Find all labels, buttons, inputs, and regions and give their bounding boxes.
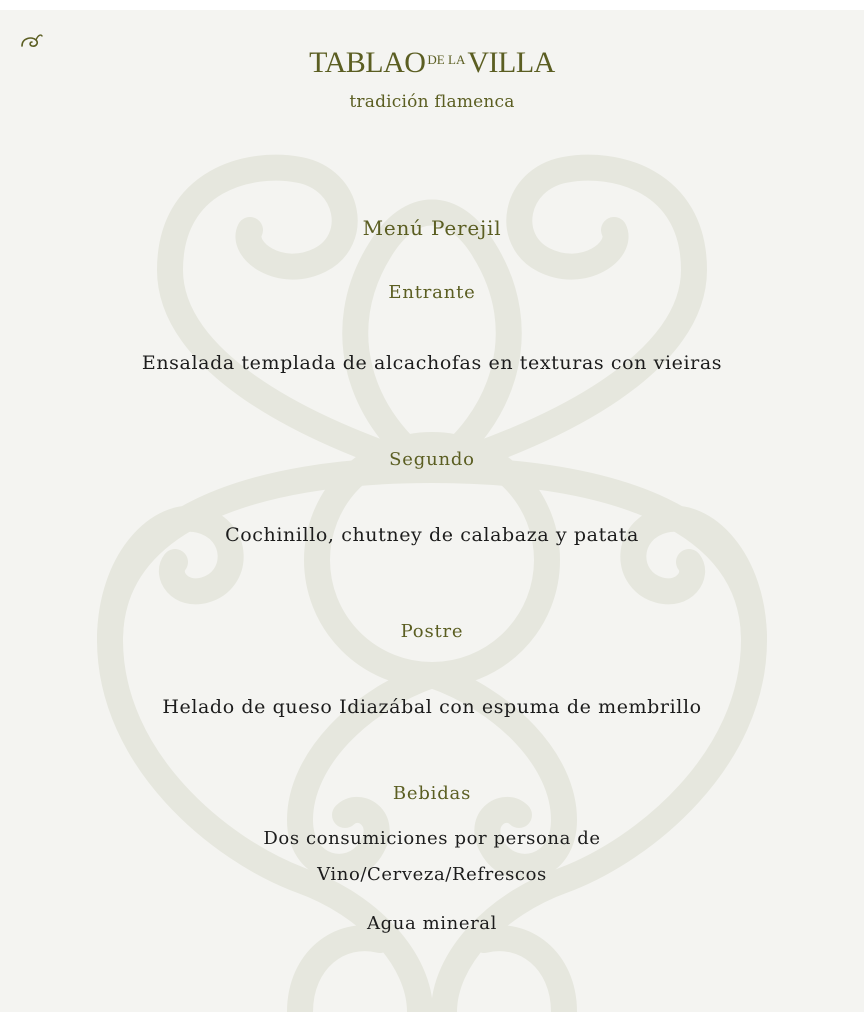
section-heading-entrante: Entrante — [388, 282, 476, 303]
dish-postre: Helado de queso Idiazábal con espuma de membrillo — [162, 696, 702, 718]
drink-line-1: Dos consumiciones por persona de — [263, 828, 601, 849]
brand-tagline: tradición flamenca — [349, 92, 515, 112]
dish-entrante: Ensalada templada de alcachofas en texturas con vieiras — [141, 352, 723, 374]
section-heading-segundo: Segundo — [389, 449, 475, 470]
menu-title: Menú Perejil — [362, 216, 502, 240]
brand-name-left: TABLAO — [309, 46, 426, 79]
brand-name-connector: DE LA — [427, 52, 466, 67]
top-strip — [0, 0, 864, 10]
brand-name-right: VILLA — [467, 46, 555, 79]
drink-line-3: Agua mineral — [367, 913, 497, 934]
brand-logo — [0, 46, 864, 80]
dish-segundo: Cochinillo, chutney de calabaza y patata — [225, 524, 639, 546]
drink-line-2: Vino/Cerveza/Refrescos — [317, 864, 547, 885]
section-heading-bebidas: Bebidas — [392, 783, 472, 804]
section-heading-postre: Postre — [400, 621, 464, 642]
